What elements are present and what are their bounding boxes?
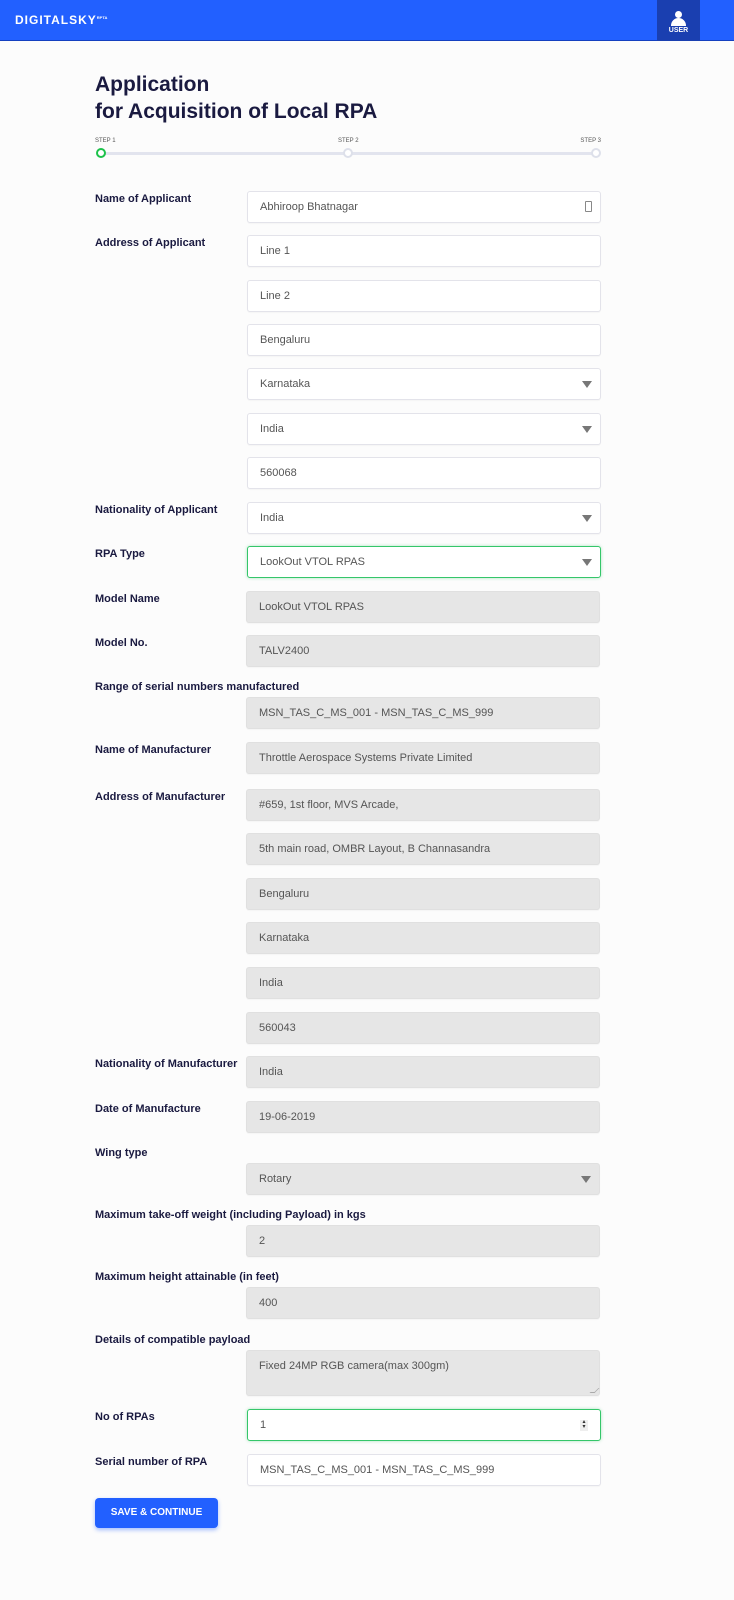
select-field[interactable] — [247, 546, 601, 578]
text-field[interactable] — [247, 280, 601, 312]
field-label: Model No. — [95, 637, 148, 649]
text-field[interactable] — [246, 742, 600, 774]
step-3-label: STEP 3 — [580, 138, 601, 144]
save-continue-button[interactable]: SAVE & CONTINUE — [95, 1498, 218, 1528]
title-line-1: Application — [95, 73, 210, 96]
text-field[interactable] — [246, 922, 600, 954]
chevron-down-icon — [582, 426, 592, 433]
field-value: India — [259, 1066, 283, 1078]
field-value: #659, 1st floor, MVS Arcade, — [259, 799, 399, 811]
field-label: Name of Manufacturer — [95, 744, 212, 756]
field-label: Name of Applicant — [95, 193, 192, 205]
text-field[interactable] — [247, 457, 601, 489]
field-value: India — [260, 512, 284, 524]
field-value: Abhiroop Bhatnagar — [260, 201, 358, 213]
step-2-dot — [343, 148, 353, 158]
logo-text: DIGITALSKY — [15, 13, 97, 27]
field-label: Model Name — [95, 593, 160, 605]
stepper — [95, 138, 601, 158]
text-field[interactable] — [246, 591, 600, 623]
field-label: No of RPAs — [95, 1411, 155, 1423]
field-value: 400 — [259, 1297, 278, 1309]
text-field[interactable] — [246, 967, 600, 999]
field-label: Address of Applicant — [95, 237, 206, 249]
text-field[interactable] — [246, 1287, 600, 1319]
text-field[interactable] — [246, 833, 600, 865]
chevron-down-icon — [581, 1176, 591, 1183]
field-label: Nationality of Applicant — [95, 504, 218, 516]
field-value: India — [260, 423, 284, 435]
field-value: 1 — [260, 1419, 267, 1431]
field-label: Address of Manufacturer — [95, 791, 226, 803]
field-value: MSN_TAS_C_MS_001 - MSN_TAS_C_MS_999 — [260, 1464, 495, 1476]
text-field[interactable] — [247, 1454, 601, 1486]
user-menu-button[interactable] — [657, 0, 700, 41]
page-title — [95, 71, 377, 125]
field-value: 560043 — [259, 1022, 296, 1034]
top-bar — [0, 0, 734, 41]
text-field[interactable] — [246, 1101, 600, 1133]
field-value: Line 1 — [260, 245, 290, 257]
field-value: LookOut VTOL RPAS — [259, 601, 364, 613]
text-field[interactable] — [246, 697, 600, 729]
field-value: 5th main road, OMBR Layout, B Channasandra — [259, 843, 491, 855]
field-label: Maximum height attainable (in feet) — [95, 1271, 279, 1283]
text-field[interactable] — [246, 878, 600, 910]
field-value: 2 — [259, 1235, 266, 1247]
field-label: Nationality of Manufacturer — [95, 1058, 238, 1070]
field-value: Line 2 — [260, 290, 290, 302]
spinner-icon[interactable]: ▴ ▾ — [580, 1420, 588, 1431]
field-label: Range of serial numbers manufactured — [95, 681, 300, 693]
field-value: Rotary — [259, 1173, 292, 1185]
text-field[interactable] — [246, 635, 600, 667]
field-value: Karnataka — [260, 378, 311, 390]
chevron-down-icon — [582, 559, 592, 566]
step-2-label: STEP 2 — [338, 138, 359, 144]
text-field[interactable] — [247, 324, 601, 356]
step-1-label: STEP 1 — [95, 138, 116, 144]
resize-grip-icon[interactable] — [590, 1388, 600, 1393]
select-field[interactable] — [247, 502, 601, 534]
user-icon — [675, 11, 682, 18]
text-field[interactable] — [246, 1225, 600, 1257]
field-label: Serial number of RPA — [95, 1456, 208, 1468]
user-icon-body — [671, 18, 686, 26]
chevron-down-icon — [582, 515, 592, 522]
field-value: Throttle Aerospace Systems Private Limited — [259, 752, 473, 764]
text-field[interactable] — [246, 1056, 600, 1088]
field-label: Date of Manufacture — [95, 1103, 201, 1115]
field-value: MSN_TAS_C_MS_001 - MSN_TAS_C_MS_999 — [259, 707, 494, 719]
text-field[interactable] — [246, 789, 600, 821]
chevron-down-icon — [582, 381, 592, 388]
select-field[interactable] — [246, 1163, 600, 1195]
field-value: Bengaluru — [259, 888, 310, 900]
field-value: India — [259, 977, 283, 989]
title-line-2: for Acquisition of Local RPA — [95, 100, 378, 123]
field-value: TALV2400 — [259, 645, 310, 657]
text-field[interactable] — [247, 235, 601, 267]
step-1-dot — [96, 148, 106, 158]
text-field[interactable] — [247, 191, 601, 223]
field-label: Wing type — [95, 1147, 148, 1159]
number-field[interactable] — [247, 1409, 601, 1441]
select-field[interactable] — [247, 368, 601, 400]
logo-sup: RPTA — [96, 15, 108, 20]
text-field[interactable] — [246, 1012, 600, 1044]
contact-card-icon[interactable] — [585, 201, 592, 212]
user-label: USER — [668, 27, 689, 34]
select-field[interactable] — [247, 413, 601, 445]
field-value: Fixed 24MP RGB camera(max 300gm) — [259, 1360, 449, 1372]
digitalsky-logo[interactable] — [15, 13, 107, 27]
field-value: 19-06-2019 — [259, 1111, 316, 1123]
field-value: LookOut VTOL RPAS — [260, 556, 365, 568]
field-label: Maximum take-off weight (including Payload) in kgs — [95, 1209, 366, 1221]
field-label: Details of compatible payload — [95, 1334, 251, 1346]
field-value: Karnataka — [259, 932, 310, 944]
step-3-dot — [591, 148, 601, 158]
field-value: 560068 — [260, 467, 297, 479]
field-value: Bengaluru — [260, 334, 311, 346]
field-label: RPA Type — [95, 548, 145, 560]
textarea-field[interactable] — [246, 1350, 600, 1396]
